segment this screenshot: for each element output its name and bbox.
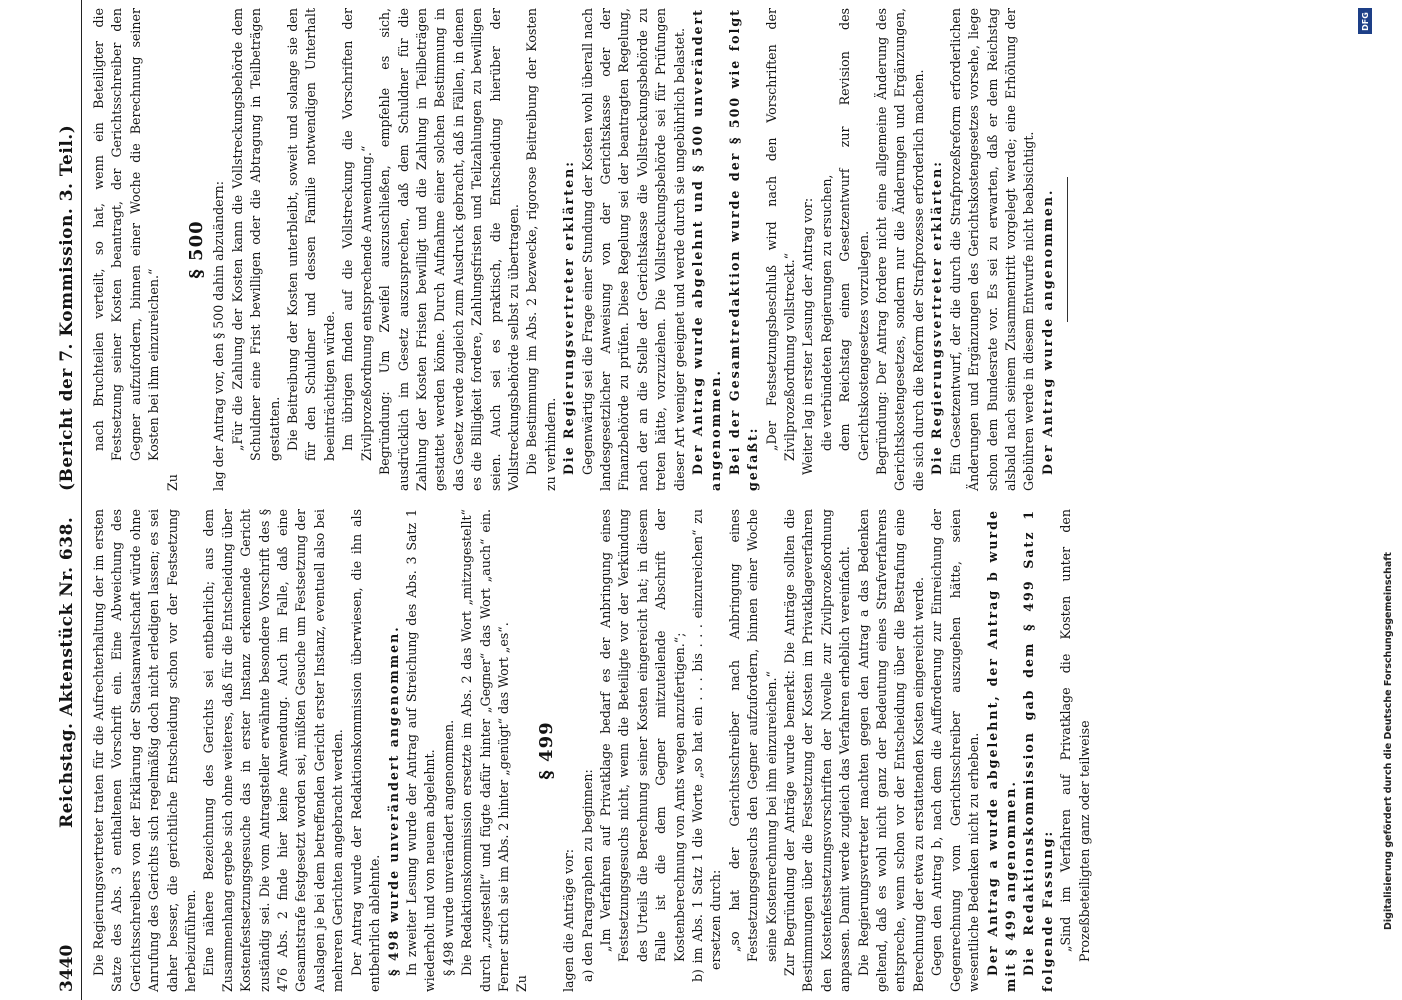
paragraph: § 498 wurde unverändert angenommen. (385, 625, 401, 976)
paragraph: Der Antrag wurde der Redaktionskommission überwiesen, die ihn als entbehrlich ablehnte. (348, 509, 383, 992)
left-column (90, 509, 1352, 992)
paragraph: Die Redaktionskommission ersetzte im Abs. 2 das Wort „mitzugestellt“ durch „zugestellt“ und fügte dafür hinter „Gegner“ das Wort „auch“ ein. Ferner strich sie im Abs. 2 hinter „genügt“ das Wort „es“. (459, 509, 511, 992)
paragraph: Eine nähere Bezeichnung des Gerichts sei entbehrlich; aus dem Zusammenhang ergebe sich ohne weiteres, daß für die Entscheidung über Kostenfestsetzungsgesuche das in erster Instanz erkennende Gericht zuständig sei. Die vom Antragsteller erwähnte besondere Vorschrift des § 476 Abs. 2 finde hier keine Anwendung. Auch im Falle, daß eine Gesamtstrafe festgesetzt worden sei, müßten Gesuche um Festsetzung der Auslagen je bei dem betreffenden Gericht erster Instanz, eventuell also bei mehreren Gerichten angebracht werden. (201, 509, 346, 992)
quote: „Der Festsetzungsbeschluß wird nach den Vorschriften der Zivilprozeßordnung vollstreckt.“ (763, 8, 798, 461)
paragraph: Zur Begründung der Anträge wurde bemerkt: Die Anträge sollten die Bestimmungen über die Festsetzung der Kosten im Privatklageverfahren den Kostenfestsetzungsvorschriften der Novelle zur Zivilprozeßordnung anpassen. Damit werde zugleich das Verfahren erheblich vereinfacht. (782, 509, 853, 992)
paragraph: Ein Gesetzentwurf, der die durch die Strafprozeßreform erforderlichen Änderungen und Ergänzungen des Gerichtskostengesetzes vorsehe, liege schon dem Bundesrate vor. Es sei zu erwarten, daß er dem Reichstag alsbald nach seinem Zusammentritt vorgelegt werde; eine Erhöhung der Gebühren werde in diesem Entwurfe nicht beabsichtigt. (947, 8, 1037, 491)
paragraph: Der Antrag a wurde abgelehnt, der Antrag b wurde mit § 499 angenommen. (984, 509, 1018, 992)
quote: „Für die Zahlung der Kosten kann die Vollstreckungsbehörde dem Schuldner eine Frist bewilligen oder die Abtragung in Teilbeträgen gestatten. (229, 8, 282, 461)
quote: „so hat der Gerichtsschreiber nach Anbringung eines Festsetzungsgesuchs den Gegner aufzufordern, binnen einer Woche seine Kostenrechnung bei ihm einzureichen.“ (726, 509, 779, 962)
paragraph: Begründung: Der Antrag fordere nicht eine allgemeine Änderung des Gerichtskostengesetzes, sondern nur die Änderungen und Ergänzungen, die sich durch die Reform der Strafprozesse erforderlich machen. (874, 8, 926, 491)
list-item: b) im Abs. 1 Satz 1 die Worte „so hat ein . . . bis . . . einzureichen“ zu ersetzen durch: (690, 509, 724, 982)
paragraph: Bei der Gesamtredaktion wurde der § 500 wie folgt gefaßt: (726, 8, 761, 491)
credit-text: Digitalisierung gefördert durch die Deutsche Forschungsgemeinschaft (1383, 552, 1394, 930)
right-column (90, 8, 1352, 491)
paragraph: In zweiter Lesung wurde der Antrag auf Streichung des Abs. 3 Satz 1 wiederholt und von neuem abgelehnt. (403, 509, 438, 992)
page-header (42, 0, 82, 1000)
section-heading-499: § 499 (535, 721, 557, 780)
paragraph: lagen die Anträge vor: (561, 849, 577, 992)
quote: Die Beitreibung der Kosten unterbleibt, soweit und solange sie den für den Schuldner und dessen Familie notwendigen Unterhalt beeinträchtigen würde. (285, 8, 337, 461)
section-heading-500: § 500 (186, 220, 208, 279)
list-item: a) den Paragraphen zu beginnen: (579, 769, 595, 982)
paragraph: § 498 wurde unverändert angenommen. (440, 719, 456, 976)
side-credit (1352, 0, 1394, 1000)
paragraph: Der Antrag wurde angenommen. (1039, 188, 1055, 475)
paragraph: Die Bestimmung im Abs. 2 bezwecke, rigorose Beitreibung der Kosten zu verhindern. (524, 8, 558, 491)
paragraph: Gegen den Antrag b, nach dem die Aufforderung zur Einreichung der Gegenrechnung vom Gerichtsschreiber auszugehen hätte, seien wesentliche Bedenken nicht zu erheben. (929, 509, 982, 992)
quote: „Sind im Verfahren auf Privatklage die Kosten unter den Prozeßbeteiligten ganz oder teilweise (1058, 509, 1092, 962)
quote: die verbündeten Regierungen zu ersuchen, (818, 174, 834, 451)
document-page (42, 0, 1362, 1000)
header-subtitle: (Bericht der 7. Kommission. 3. Teil.) (57, 124, 77, 491)
dfg-logo: DFG (1358, 8, 1372, 34)
zu-label: Zu (164, 474, 180, 491)
divider (1067, 177, 1068, 322)
paragraph: Die Regierungsvertreter machten gegen den Antrag a das Bedenken geltend, daß es wohl nicht ganz der Bedeutung eines Strafverfahrens entspreche, wenn schon vor der Entscheidung über die Bestrafung eine Berechnung der etwa zu erstattenden Kosten eingereicht werde. (855, 509, 926, 992)
paragraph: Weiter lag in erster Lesung der Antrag vor: (800, 197, 816, 475)
paragraph: Begründung: Um Zweifel auszuschließen, empfehle es sich, ausdrücklich im Gesetz auszusprechen, daß dem Schuldner für die Zahlung der Kosten Fristen bewilligt und die Zahlung in Teilbeträgen gestattet werden könne. Durch Aufnahme einer solchen Bestimmung in das Gesetz werde zugleich zum Ausdruck gebracht, daß in Fällen, in denen es die Billigkeit fordere, Zahlungsfristen und Teilzahlungen zu bewilligen seien. Auch sei es praktisch, die Entscheidung hierüber der Vollstreckungsbehörde selbst zu übertragen. (377, 8, 521, 491)
page-number: 3440 (57, 944, 77, 992)
paragraph: Die Regierungsvertreter erklärten: (561, 160, 577, 475)
paragraph: Gegenwärtig sei die Frage einer Stundung der Kosten wohl überall nach landesgesetzlicher Anweisung von der Gerichtskasse oder der Finanzbehörde zu prüfen. Diese Regelung sei der beantragten Regelung, nach der an die Stelle der Gerichtskasse die Vollstreckungsbehörde zu treten hätte, vorzuziehen. Die Vollstreckungsbehörde sei für Prüfungen dieser Art weniger geeignet und werde durch sie ungebührlich belastet. (579, 8, 687, 491)
header-title-main: Reichstag. Aktenstück Nr. 638. (57, 516, 77, 828)
paragraph: Die Redaktionskommission gab dem § 499 Satz 1 folgende Fassung: (1021, 509, 1055, 992)
quote: nach Bruchteilen verteilt, so hat, wenn ein Beteiligter die Festsetzung seiner Kosten beantragt, der Gerichtsschreiber den Gegner aufzufordern, binnen einer Woche die Berechnung seiner Kosten bei ihm einzureichen.“ (91, 8, 162, 461)
header-title (57, 8, 77, 945)
quote: „Im Verfahren auf Privatklage bedarf es der Anbringung eines Festsetzungsgesuchs nicht, wenn die Beteiligte vor der Verkündung des Urteils die Berechnung seiner Kosten eingereicht hat; in diesem Falle ist die dem Gegner mitzuteilende Abschrift der Kostenberechnung von Amts wegen anzufertigen.“; (597, 509, 687, 962)
zu-label: Zu (514, 975, 530, 992)
paragraph: Die Regierungsvertreter erklärten: (929, 160, 945, 475)
paragraph: Die Regierungsvertreter traten für die Aufrechterhaltung der im ersten Satze des Abs. 3 enthaltenen Vorschrift ein. Eine Abweichung des Gerichtsschreibers von der Erklärung der Staatsanwaltschaft würde ohne Anrufung des Gerichts sich regelmäßig doch nicht erledigen lassen; es sei daher besser, die gerichtliche Entscheidung schon vor der Festsetzung herbeizuführen. (91, 509, 199, 992)
paragraph: Der Antrag wurde abgelehnt und § 500 unverändert angenommen. (690, 8, 724, 491)
paragraph: lag der Antrag vor, den § 500 dahin abzuändern: (211, 181, 227, 491)
quote: Im übrigen finden auf die Vollstreckung die Vorschriften der Zivilprozeßordnung entsprechende Anwendung.“ (340, 8, 374, 461)
text-columns (82, 0, 1352, 1000)
quote: dem Reichstag einen Gesetzentwurf zur Revision des Gerichtskostengesetzes vorzulegen. (837, 8, 871, 461)
